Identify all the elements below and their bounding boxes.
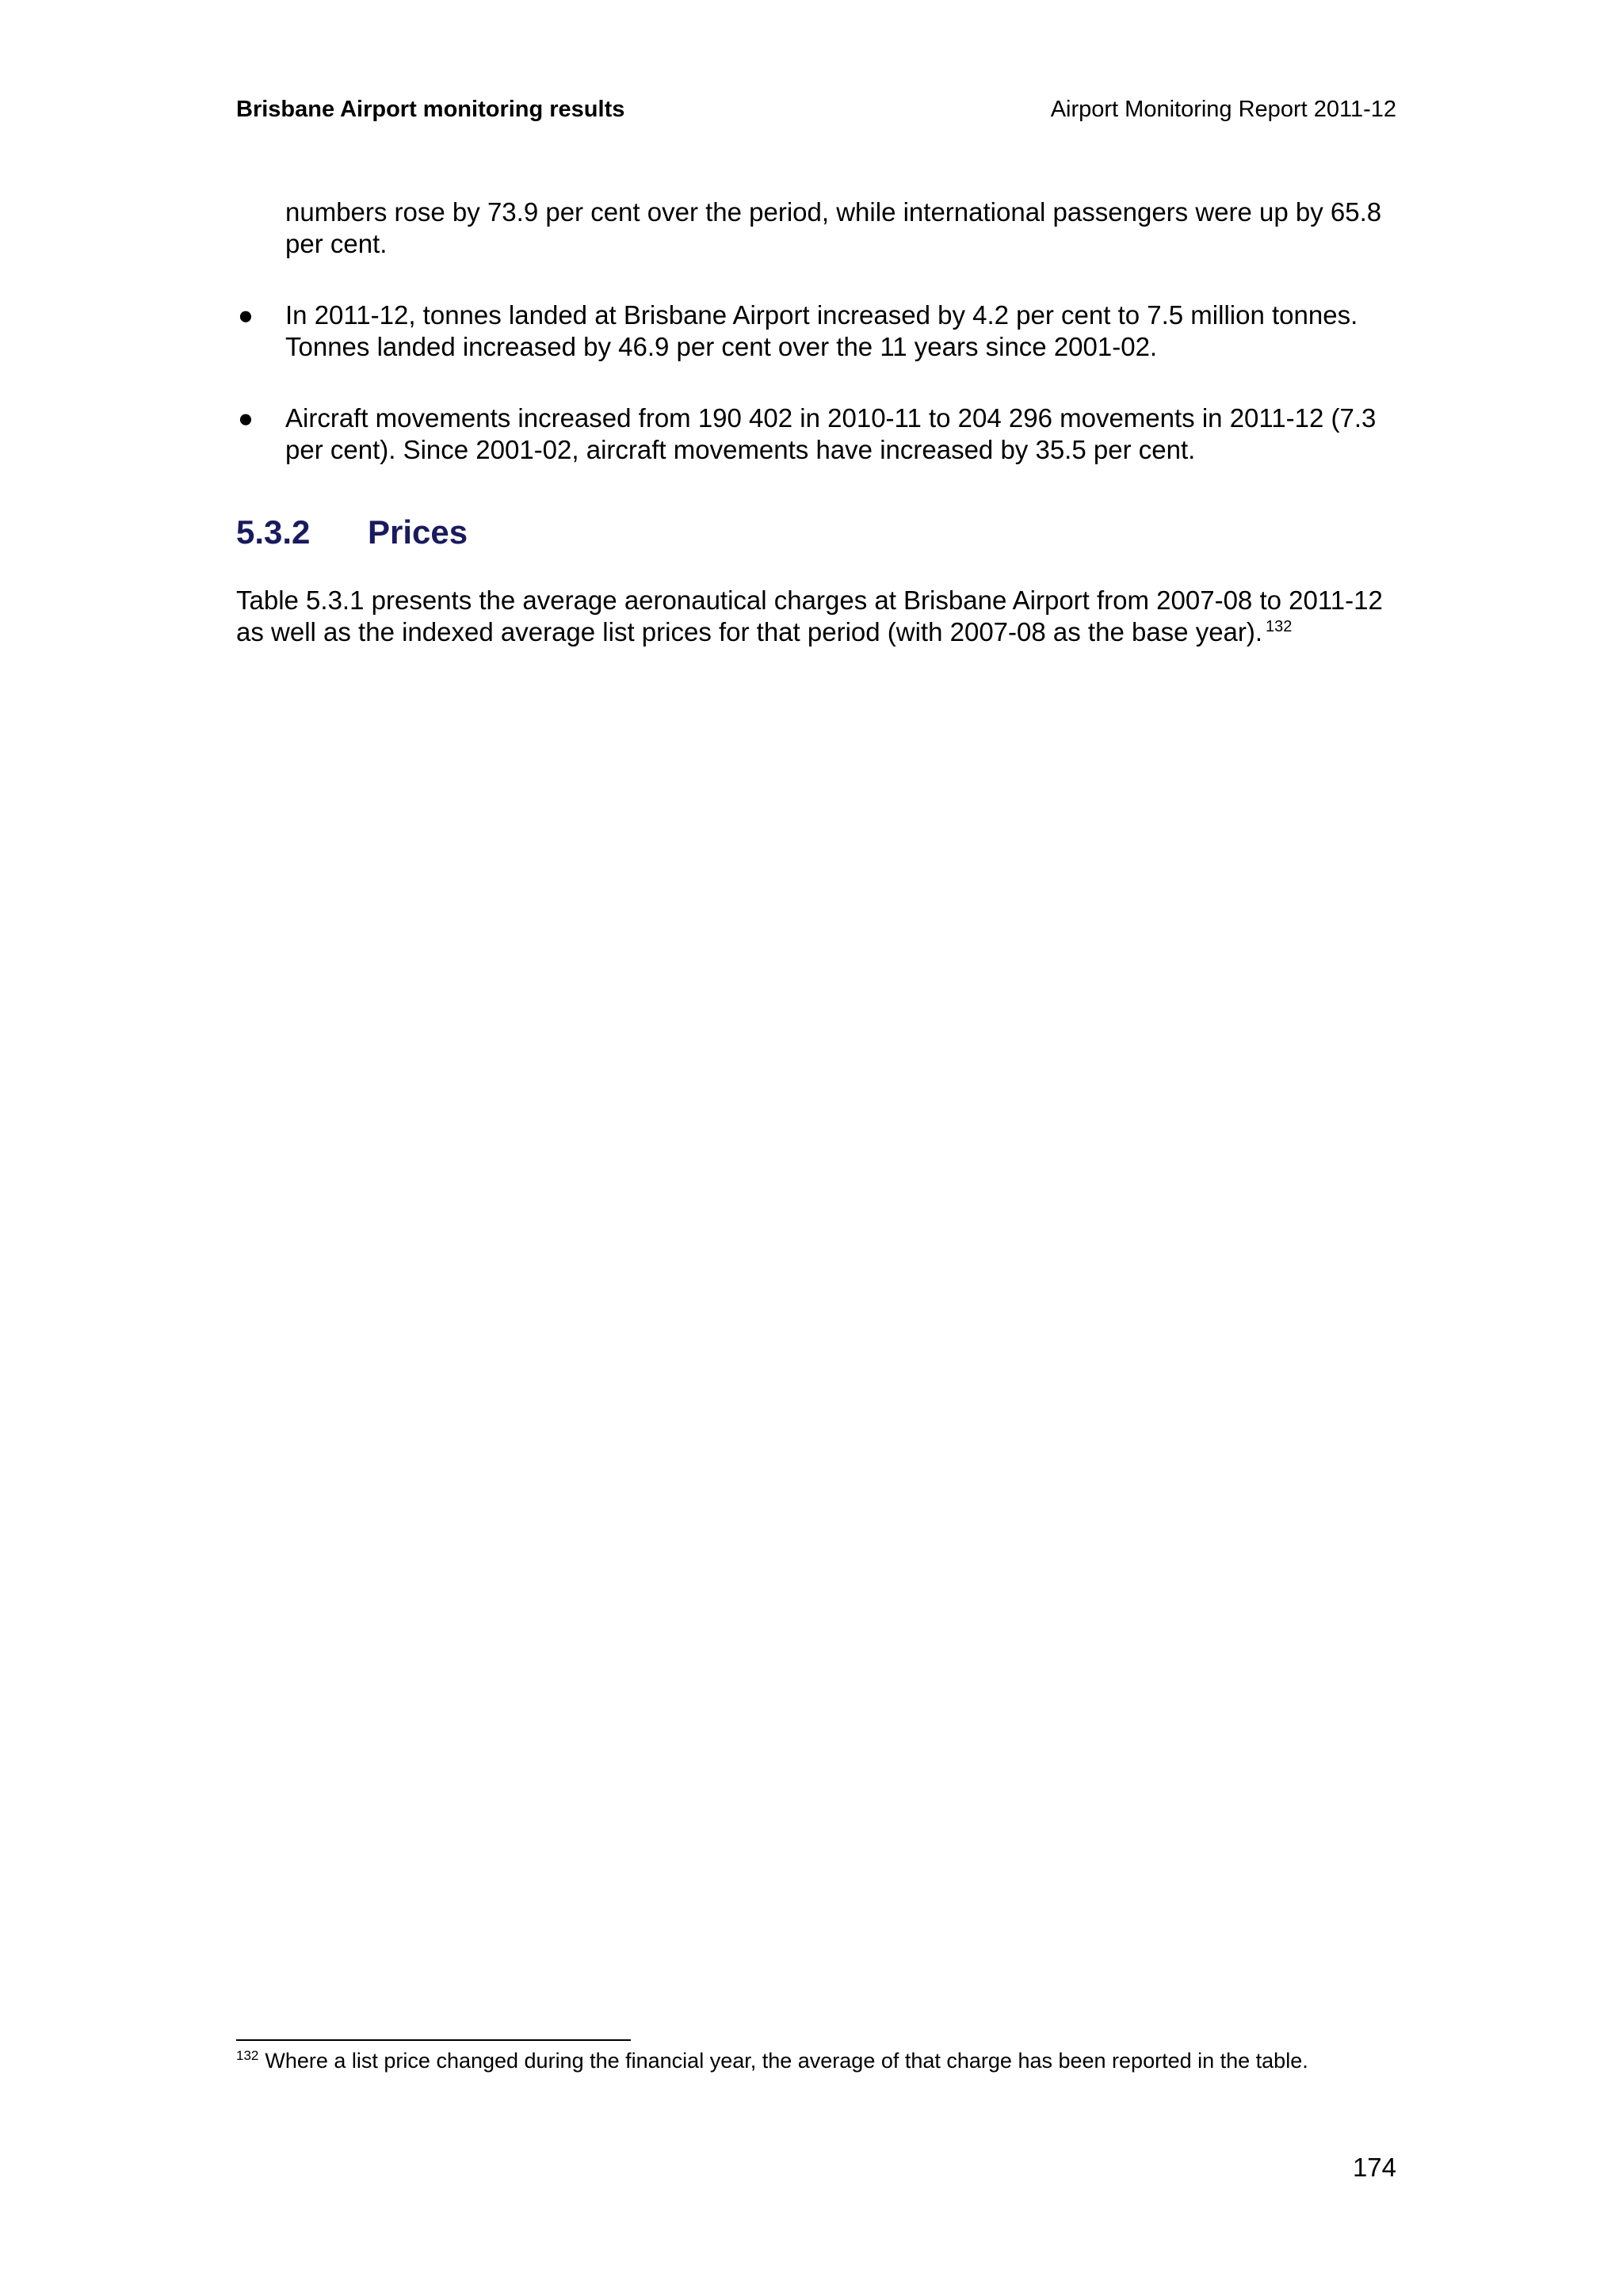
bullet-item <box>236 402 1395 466</box>
section-number: 5.3.2 <box>236 513 311 551</box>
section-heading <box>236 512 1395 553</box>
footnote <box>236 2047 1395 2074</box>
bullet-text-tonnes: In 2011-12, tonnes landed at Brisbane Airport increased by 4.2 per cent to 7.5 million tonnes. Tonnes landed increased by 46.9 per cent over the 11 years since 2001-02. <box>285 300 1358 361</box>
continued-paragraph: numbers rose by 73.9 per cent over the period, while international passengers were up by 65.8 per cent. <box>285 197 1382 258</box>
footnote-number: 132 <box>236 2048 259 2063</box>
header-section-title: Brisbane Airport monitoring results <box>236 96 625 122</box>
running-header <box>236 93 1396 125</box>
prices-paragraph <box>236 585 1395 648</box>
bullet-text-aircraft-movements: Aircraft movements increased from 190 402 in 2010-11 to 204 296 movements in 2011-12 (7.3 per cent). Since 2001-02, aircraft movements have increased by 35.5 per cent. <box>285 403 1377 464</box>
bullet-marker: ● <box>238 300 254 330</box>
header-report-title: Airport Monitoring Report 2011-12 <box>1050 96 1396 122</box>
section-title: Prices <box>368 513 468 551</box>
bullet-item <box>236 299 1395 363</box>
footnote-text: Where a list price changed during the financial year, the average of that charge has been reported in the table. <box>265 2049 1308 2073</box>
footnote-divider <box>236 2039 631 2041</box>
bullet-list <box>236 299 1395 466</box>
main-content <box>236 196 1395 648</box>
footnote-reference[interactable]: 132 <box>1266 618 1293 635</box>
bullet-marker: ● <box>238 403 254 433</box>
page-number: 174 <box>1352 2153 1396 2182</box>
prices-paragraph-text: Table 5.3.1 presents the average aeronautical charges at Brisbane Airport from 2007-08 to 2011-12 as well as the indexed average list prices for that period (with 2007-08 as the base year). <box>236 585 1383 646</box>
